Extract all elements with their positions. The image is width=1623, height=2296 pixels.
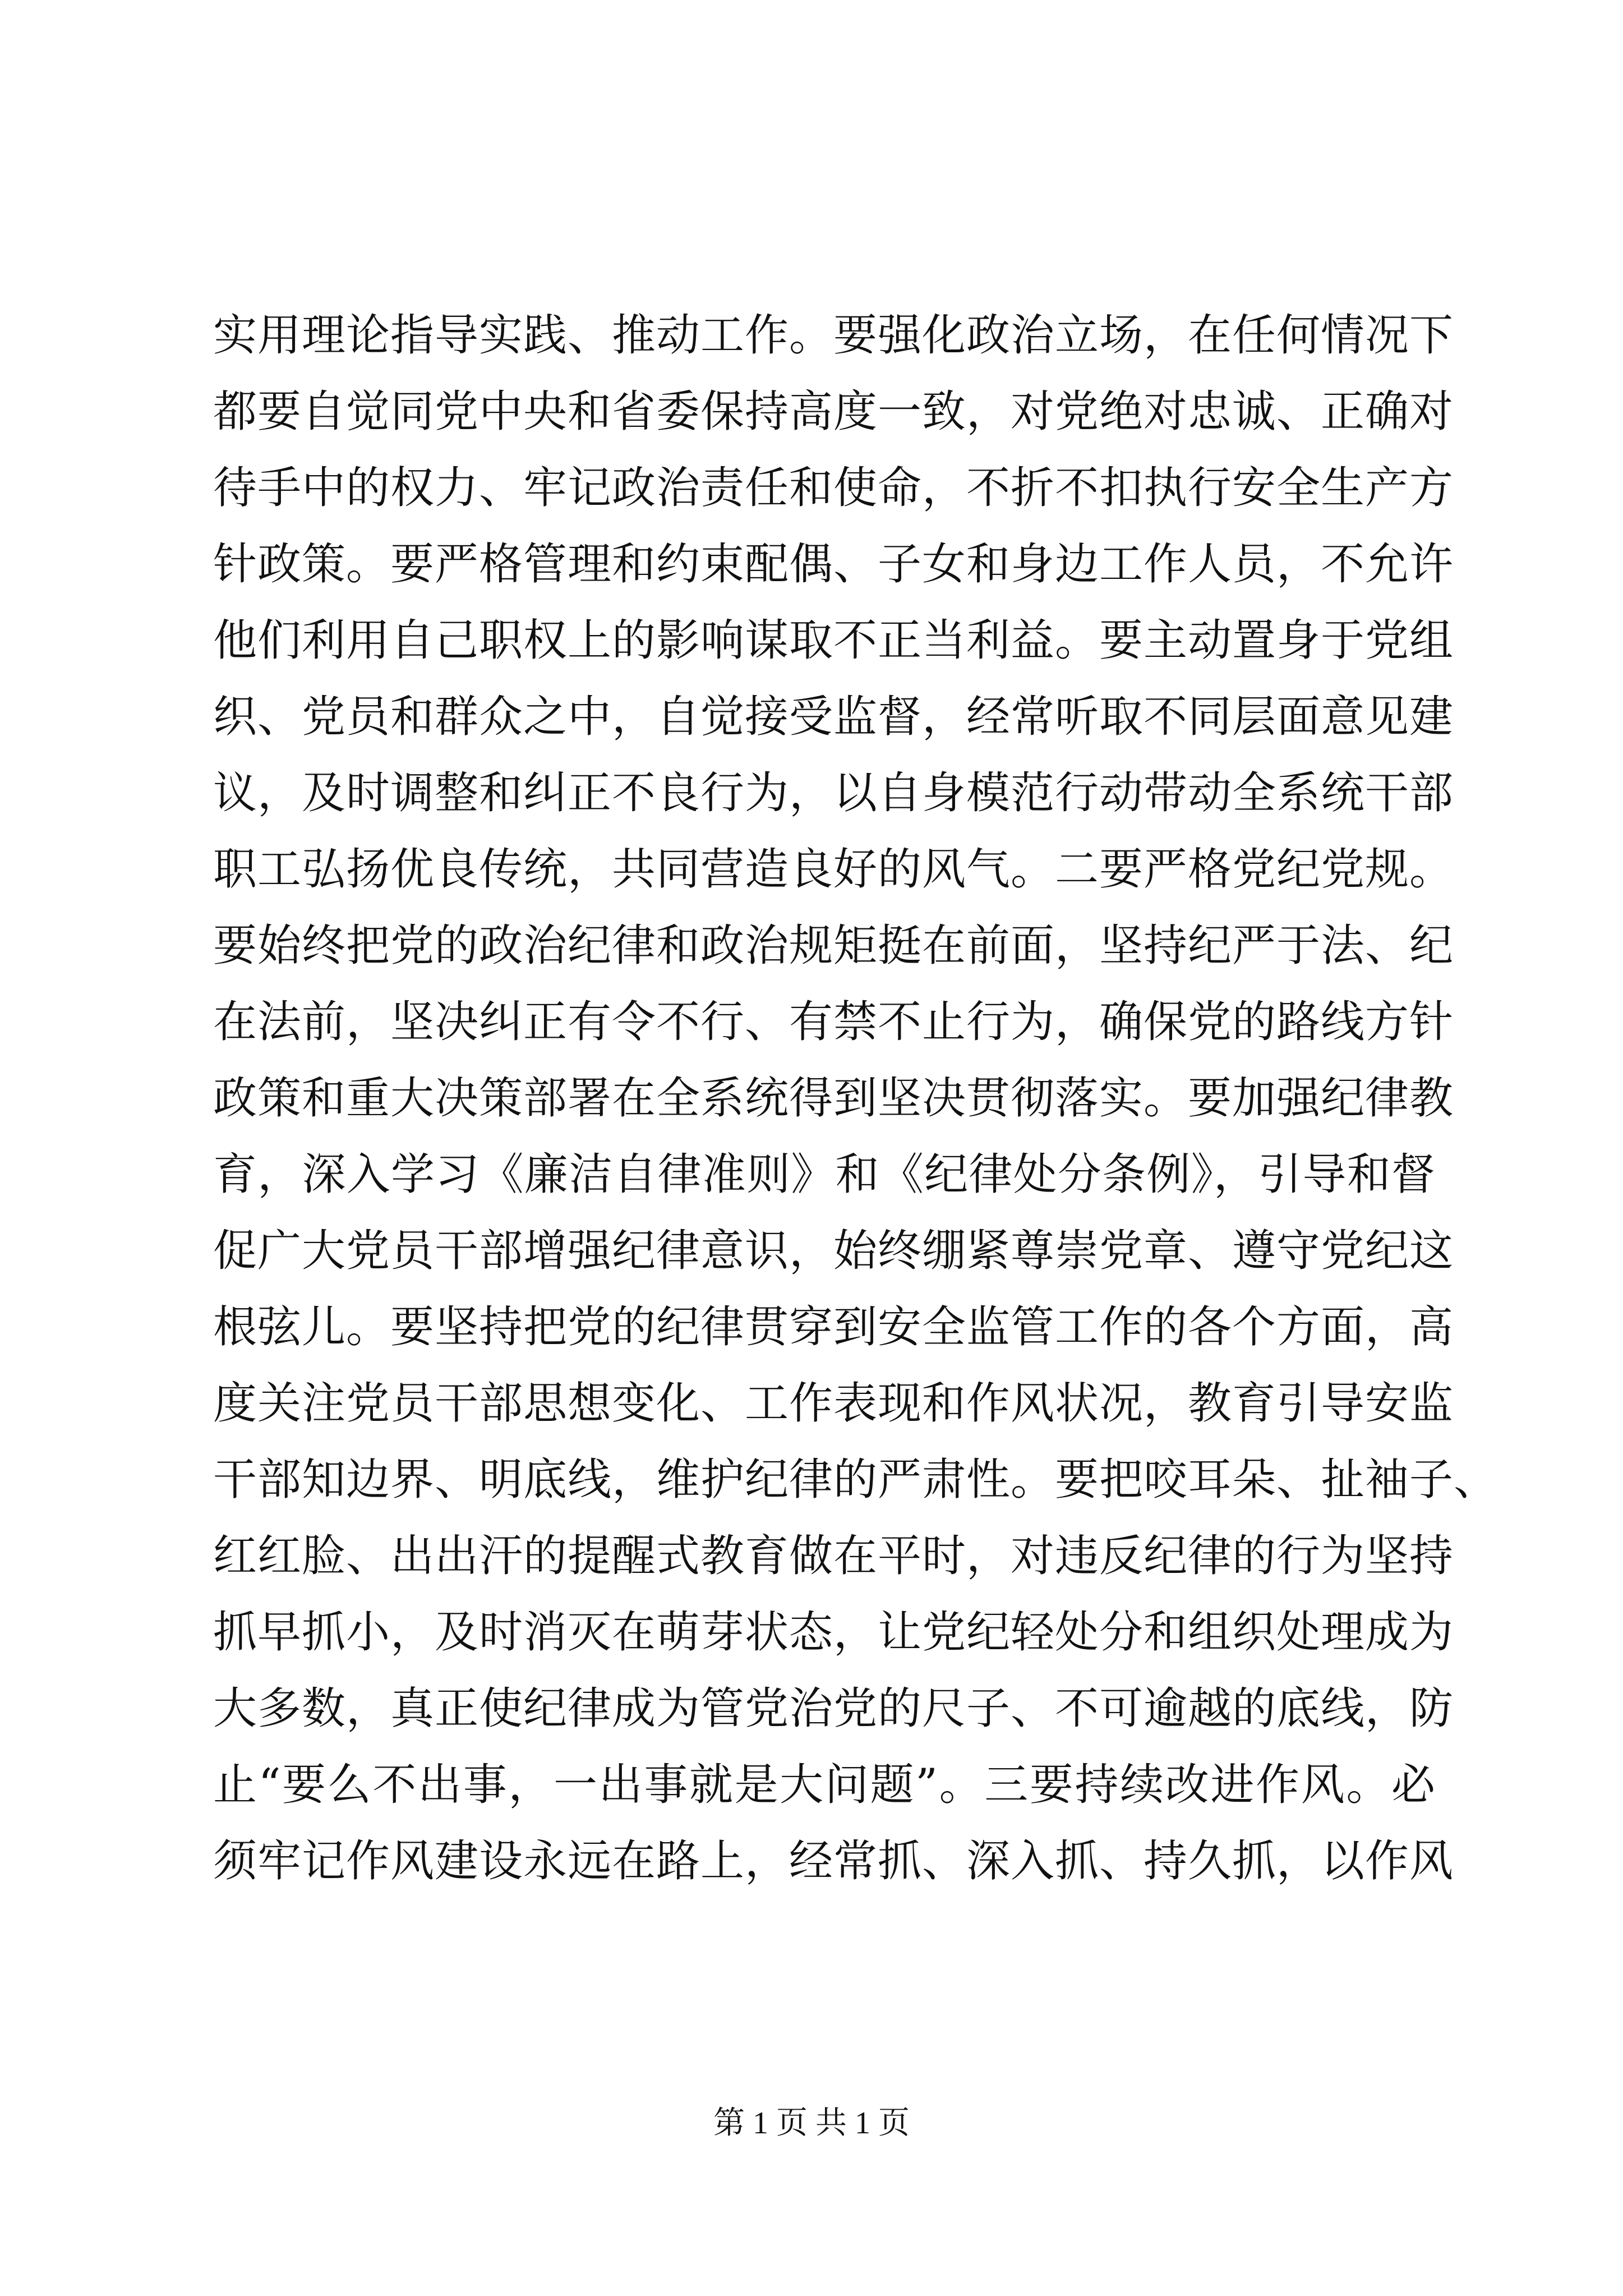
text-line: 他们利用自己职权上的影响谋取不正当利益。要主动置身于党组	[213, 615, 1454, 666]
text-line: 织、党员和群众之中，自觉接受监督，经常听取不同层面意见建	[213, 692, 1454, 742]
text-line: 度关注党员干部思想变化、工作表现和作风状况，教育引导安监	[213, 1378, 1454, 1429]
text-line: 议，及时调整和纠正不良行为，以自身模范行动带动全系统干部	[213, 768, 1454, 818]
text-line: 育，深入学习《廉洁自律准则》和《纪律处分条例》，引导和督	[213, 1149, 1436, 1200]
text-line: 在法前，坚决纠正有令不行、有禁不止行为，确保党的路线方针	[213, 997, 1454, 1047]
text-line: 实用理论指导实践、推动工作。要强化政治立场，在任何情况下	[213, 310, 1454, 361]
text-line: 大多数，真正使纪律成为管党治党的尺子、不可逾越的底线，防	[213, 1683, 1454, 1734]
text-line: 要始终把党的政治纪律和政治规矩挺在前面，坚持纪严于法、纪	[213, 921, 1454, 971]
page-number: 第 1 页 共 1 页	[713, 2106, 910, 2141]
text-line: 干部知边界、明底线，维护纪律的严肃性。要把咬耳朵、扯袖子、	[213, 1455, 1498, 1505]
text-line: 职工弘扬优良传统，共同营造良好的风气。二要严格党纪党规。	[213, 844, 1454, 895]
text-line: 待手中的权力、牢记政治责任和使命，不折不扣执行安全生产方	[213, 463, 1454, 513]
text-line: 促广大党员干部增强纪律意识，始终绷紧尊崇党章、遵守党纪这	[213, 1226, 1454, 1276]
text-line: 根弦儿。要坚持把党的纪律贯穿到安全监管工作的各个方面，高	[213, 1302, 1454, 1352]
text-line: 政策和重大决策部署在全系统得到坚决贯彻落实。要加强纪律教	[213, 1073, 1454, 1124]
text-line: 针政策。要严格管理和约束配偶、子女和身边工作人员，不允许	[213, 539, 1454, 590]
page-footer	[0, 2101, 1623, 2146]
text-line: 止“要么不出事，一出事就是大问题”。三要持续改进作风。必	[213, 1760, 1436, 1810]
text-line: 抓早抓小，及时消灭在萌芽状态，让党纪轻处分和组织处理成为	[213, 1607, 1454, 1658]
text-line: 红红脸、出出汗的提醒式教育做在平时，对违反纪律的行为坚持	[213, 1531, 1454, 1581]
text-line: 都要自觉同党中央和省委保持高度一致，对党绝对忠诚、正确对	[213, 386, 1454, 437]
body-text	[213, 297, 1498, 1899]
text-line: 须牢记作风建设永远在路上，经常抓、深入抓、持久抓，以作风	[213, 1836, 1454, 1887]
